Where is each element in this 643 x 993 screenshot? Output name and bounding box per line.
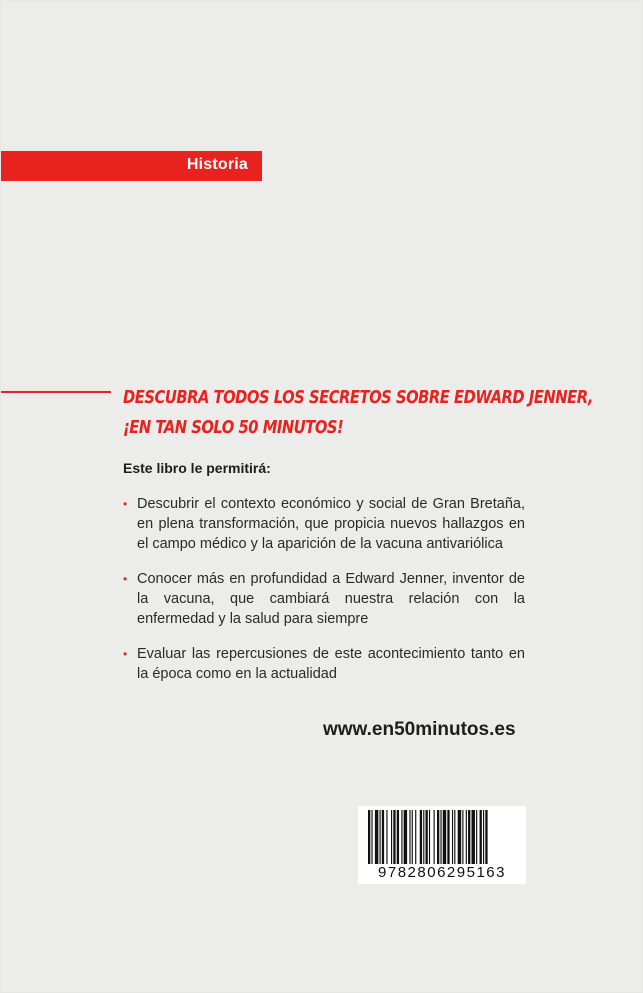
headline-line-2: ¡EN TAN SOLO 50 MINUTOS! [123, 417, 344, 438]
barcode-bars [358, 806, 526, 866]
list-item-text: Conocer más en profundidad a Edward Jenner, inventor de la vacuna, que cambiará nuestra relación con la enfermedad y la salud para siempre [137, 571, 525, 627]
bullet-dot-icon: • [123, 647, 128, 661]
headline-line-1: DESCUBRA TODOS LOS SECRETOS SOBRE EDWARD JENNER, [123, 387, 594, 408]
list-item-text: Evaluar las repercusiones de este acontecimiento tanto en la época como en la actualidad [137, 646, 525, 682]
barcode [358, 806, 526, 884]
website-url: www.en50minutos.es [323, 719, 516, 740]
benefits-list [123, 494, 525, 699]
lead-text: Este libro le permitirá: [123, 460, 271, 476]
bullet-dot-icon: • [123, 497, 128, 511]
list-item-text: Descubrir el contexto económico y social de Gran Bretaña, en plena transformación, que propicia nuevos hallazgos en el campo médico y la aparición de la vacuna antivariólica [137, 496, 525, 552]
list-item [123, 644, 525, 684]
bullet-dot-icon: • [123, 572, 128, 586]
headline [123, 383, 594, 443]
category-banner [1, 151, 262, 181]
cover-background [1, 1, 642, 992]
isbn-digits: 9782806295163 [378, 864, 506, 881]
list-item [123, 494, 525, 554]
accent-rule [1, 391, 111, 393]
category-label: Historia [186, 156, 248, 173]
list-item [123, 569, 525, 629]
